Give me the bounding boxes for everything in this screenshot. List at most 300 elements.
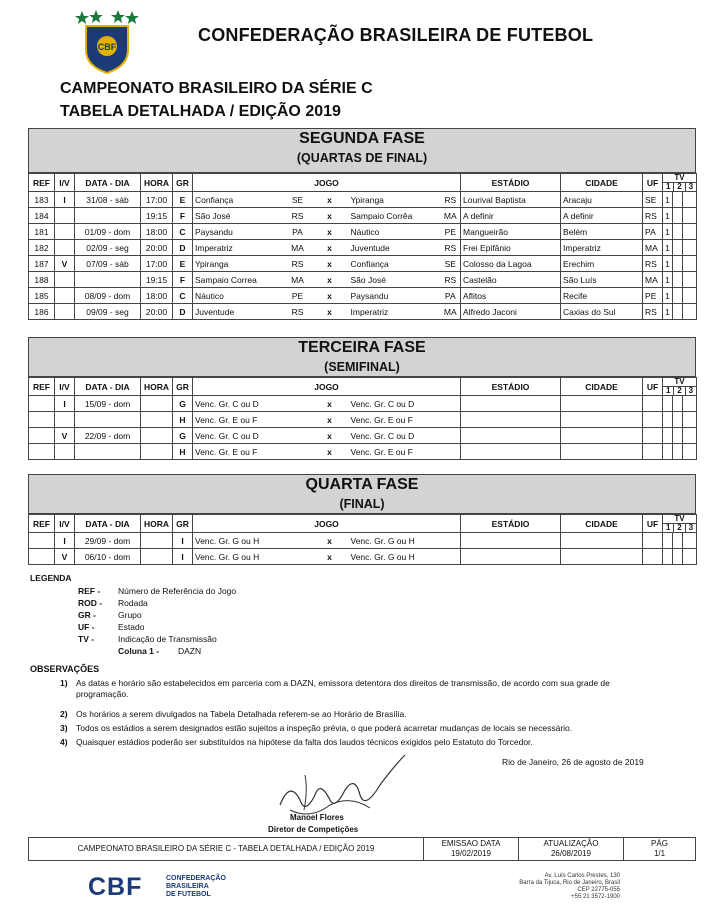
- cell-gr: D: [173, 304, 193, 320]
- cell-tv3: [683, 396, 697, 412]
- observation-number: 2): [60, 709, 68, 719]
- signatory-name: Manoel Flores: [290, 813, 344, 822]
- legend: [30, 573, 72, 583]
- tv-col-2: 2: [674, 524, 685, 532]
- cell-away-team: Venc. Gr. C ou D: [349, 396, 441, 412]
- cell-ref: 186: [29, 304, 55, 320]
- cell-away-uf: PA: [441, 288, 461, 304]
- cell-data: [75, 444, 141, 460]
- legend-key: TV -: [78, 634, 95, 644]
- cell-gr: C: [173, 224, 193, 240]
- cell-home-uf: MA: [285, 272, 311, 288]
- cell-tv1: [663, 428, 673, 444]
- cell-home-team: Venc. Gr. E ou F: [193, 412, 285, 428]
- col-data: DATA - DIA: [75, 378, 141, 396]
- legend-col1-label: Coluna 1 -: [118, 646, 160, 656]
- col-jogo: JOGO: [193, 378, 461, 396]
- col-gr: GR: [173, 515, 193, 533]
- cell-cidade: Erechim: [561, 256, 643, 272]
- cell-tv3: [683, 224, 697, 240]
- cell-cidade: [561, 428, 643, 444]
- cell-ref: 185: [29, 288, 55, 304]
- col-tv: [663, 378, 697, 396]
- cell-versus: x: [311, 224, 349, 240]
- cell-hora: [141, 444, 173, 460]
- col-uf: UF: [643, 515, 663, 533]
- cell-tv1: 1: [663, 192, 673, 208]
- tv-col-1: 1: [663, 387, 674, 395]
- cell-home-uf: [285, 396, 311, 412]
- observations-title: OBSERVAÇÕES: [30, 664, 100, 674]
- cell-tv2: [673, 428, 683, 444]
- cell-estadio: Mangueirão: [461, 224, 561, 240]
- cell-uf: MA: [643, 272, 663, 288]
- phase-title: QUARTA FASE: [305, 476, 419, 493]
- cell-versus: x: [311, 240, 349, 256]
- cell-tv1: [663, 549, 673, 565]
- table-row: [29, 533, 697, 549]
- col-ref: REF: [29, 378, 55, 396]
- cell-home-team: São José: [193, 208, 285, 224]
- cell-away-team: Venc. Gr. E ou F: [349, 444, 441, 460]
- phase-header-quarta: [28, 474, 696, 514]
- cell-uf: MA: [643, 240, 663, 256]
- cell-estadio: Frei Epifânio: [461, 240, 561, 256]
- phase-header-terceira: [28, 337, 696, 377]
- cell-hora: 20:00: [141, 240, 173, 256]
- cell-tv3: [683, 256, 697, 272]
- cell-hora: [141, 549, 173, 565]
- cell-home-team: Imperatriz: [193, 240, 285, 256]
- cell-away-team: Náutico: [349, 224, 441, 240]
- col-hora: HORA: [141, 515, 173, 533]
- col-iv: I/V: [55, 515, 75, 533]
- cell-gr: D: [173, 240, 193, 256]
- cell-tv1: [663, 533, 673, 549]
- svg-text:CBF: CBF: [97, 42, 117, 52]
- phase-title: SEGUNDA FASE: [299, 130, 425, 147]
- cell-tv1: 1: [663, 288, 673, 304]
- cell-estadio: [461, 533, 561, 549]
- cell-hora: [141, 428, 173, 444]
- cell-tv3: [683, 240, 697, 256]
- cell-away-uf: [441, 396, 461, 412]
- cell-uf: [643, 549, 663, 565]
- cell-gr: H: [173, 412, 193, 428]
- cell-tv1: [663, 444, 673, 460]
- cell-hora: 20:00: [141, 304, 173, 320]
- cell-tv1: 1: [663, 208, 673, 224]
- cell-tv3: [683, 412, 697, 428]
- observation-text: Quaisquer estádios poderão ser substituídos na hipótese da falta dos laudos técnicos exigidos pelo Estatuto do Torcedor.: [76, 737, 533, 747]
- cell-home-team: Confiança: [193, 192, 285, 208]
- legend-key: GR -: [78, 610, 96, 620]
- cell-hora: 19:15: [141, 208, 173, 224]
- col-jogo: JOGO: [193, 174, 461, 192]
- cell-away-uf: [441, 412, 461, 428]
- cell-tv2: [673, 288, 683, 304]
- cell-estadio: Aflitos: [461, 288, 561, 304]
- cell-cidade: [561, 549, 643, 565]
- cell-tv3: [683, 549, 697, 565]
- col-ref: REF: [29, 174, 55, 192]
- schedule-table-terceira: [28, 377, 697, 460]
- cell-tv2: [673, 549, 683, 565]
- cell-tv2: [673, 396, 683, 412]
- cell-data: [75, 412, 141, 428]
- col-estadio: ESTÁDIO: [461, 515, 561, 533]
- cell-tv1: [663, 412, 673, 428]
- table-row: [29, 208, 697, 224]
- cell-ref: [29, 549, 55, 565]
- cell-home-uf: RS: [285, 208, 311, 224]
- cell-home-uf: [285, 428, 311, 444]
- phase-subtitle: (QUARTAS DE FINAL): [296, 151, 428, 165]
- cbf-crest-icon: [72, 8, 142, 74]
- cell-home-uf: [285, 444, 311, 460]
- cell-away-team: Ypiranga: [349, 192, 441, 208]
- cell-data: 07/09 - sáb: [75, 256, 141, 272]
- cell-iv: [55, 444, 75, 460]
- cell-tv3: [683, 444, 697, 460]
- cell-data: [75, 208, 141, 224]
- cell-data: 29/09 - dom: [75, 533, 141, 549]
- cell-tv2: [673, 304, 683, 320]
- col-estadio: ESTÁDIO: [461, 174, 561, 192]
- observation-text: As datas e horário são estabelecidos em parceria com a DAZN, emissora detentora dos direitos de transmissão, de acordo com sua grade de programação.: [76, 678, 610, 699]
- table-row: [29, 224, 697, 240]
- cell-uf: [643, 412, 663, 428]
- footer-atualizacao-label: ATUALIZAÇÃO: [543, 839, 599, 848]
- col-hora: HORA: [141, 378, 173, 396]
- footer-pag-value: 1/1: [653, 849, 666, 858]
- cell-gr: E: [173, 192, 193, 208]
- cell-data: 01/09 - dom: [75, 224, 141, 240]
- cell-versus: x: [311, 192, 349, 208]
- cell-tv1: 1: [663, 304, 673, 320]
- document-footer: [28, 837, 696, 861]
- cell-iv: I: [55, 533, 75, 549]
- cell-uf: RS: [643, 256, 663, 272]
- cell-ref: 184: [29, 208, 55, 224]
- cell-iv: I: [55, 192, 75, 208]
- cell-hora: [141, 396, 173, 412]
- phase-subtitle: (FINAL): [339, 497, 385, 511]
- col-iv: I/V: [55, 174, 75, 192]
- cell-away-team: Paysandu: [349, 288, 441, 304]
- cell-tv2: [673, 224, 683, 240]
- cell-estadio: [461, 444, 561, 460]
- cell-home-uf: MA: [285, 240, 311, 256]
- cell-away-team: Venc. Gr. E ou F: [349, 412, 441, 428]
- cell-iv: [55, 224, 75, 240]
- cell-tv3: [683, 288, 697, 304]
- cell-tv2: [673, 412, 683, 428]
- cell-ref: 181: [29, 224, 55, 240]
- cell-home-uf: SE: [285, 192, 311, 208]
- tv-label: TV: [663, 515, 696, 524]
- championship-title: CAMPEONATO BRASILEIRO DA SÉRIE C: [60, 80, 373, 97]
- legend-key: UF -: [78, 622, 95, 632]
- cell-uf: RS: [643, 304, 663, 320]
- cell-uf: SE: [643, 192, 663, 208]
- cell-versus: x: [311, 533, 349, 549]
- cell-uf: [643, 444, 663, 460]
- col-cidade: CIDADE: [561, 515, 643, 533]
- col-gr: GR: [173, 174, 193, 192]
- cell-tv2: [673, 192, 683, 208]
- tv-label: TV: [663, 174, 696, 183]
- cell-away-uf: [441, 428, 461, 444]
- cell-ref: [29, 533, 55, 549]
- cell-versus: x: [311, 256, 349, 272]
- legend-col1-value: DAZN: [178, 646, 202, 656]
- cell-away-uf: RS: [441, 272, 461, 288]
- phase-header-segunda: [28, 128, 696, 173]
- table-row: [29, 428, 697, 444]
- cell-home-uf: PE: [285, 288, 311, 304]
- tv-col-2: 2: [674, 387, 685, 395]
- cell-tv3: [683, 304, 697, 320]
- col-gr: GR: [173, 378, 193, 396]
- cell-tv3: [683, 533, 697, 549]
- cell-tv2: [673, 208, 683, 224]
- phase-title: TERCEIRA FASE: [298, 339, 426, 356]
- cell-estadio: Castelão: [461, 272, 561, 288]
- cell-tv1: 1: [663, 272, 673, 288]
- col-estadio: ESTÁDIO: [461, 378, 561, 396]
- cell-hora: [141, 533, 173, 549]
- cbf-address: Av. Luís Carlos Prestes, 130 Barra da Tijuca, Rio de Janeiro, Brasil CEP 22775-055 +55 21 3572-1900: [519, 873, 620, 900]
- cell-iv: [55, 412, 75, 428]
- cell-tv3: [683, 192, 697, 208]
- legend-key: REF -: [78, 586, 101, 596]
- cell-hora: 18:00: [141, 224, 173, 240]
- schedule-table-quarta: [28, 514, 697, 565]
- cell-away-uf: [441, 533, 461, 549]
- cell-cidade: [561, 533, 643, 549]
- cell-gr: G: [173, 428, 193, 444]
- cell-home-uf: [285, 412, 311, 428]
- cell-data: 22/09 - dom: [75, 428, 141, 444]
- cell-away-uf: SE: [441, 256, 461, 272]
- cell-estadio: Colosso da Lagoa: [461, 256, 561, 272]
- tv-col-2: 2: [674, 183, 685, 191]
- observation-number: 4): [60, 737, 68, 747]
- cell-tv2: [673, 533, 683, 549]
- col-cidade: CIDADE: [561, 378, 643, 396]
- cell-data: 08/09 - dom: [75, 288, 141, 304]
- col-tv: [663, 515, 697, 533]
- cell-away-team: Venc. Gr. G ou H: [349, 533, 441, 549]
- legend-title: LEGENDA: [30, 573, 72, 583]
- cell-away-uf: RS: [441, 240, 461, 256]
- cell-versus: x: [311, 208, 349, 224]
- col-uf: UF: [643, 174, 663, 192]
- cell-away-uf: MA: [441, 304, 461, 320]
- col-jogo: JOGO: [193, 515, 461, 533]
- tv-col-1: 1: [663, 183, 674, 191]
- cell-ref: 188: [29, 272, 55, 288]
- cell-tv2: [673, 240, 683, 256]
- cell-tv3: [683, 428, 697, 444]
- col-tv: [663, 174, 697, 192]
- cell-cidade: Belém: [561, 224, 643, 240]
- cell-uf: [643, 396, 663, 412]
- cell-iv: I: [55, 396, 75, 412]
- legend-value: Número de Referência do Jogo: [118, 586, 237, 596]
- table-row: [29, 256, 697, 272]
- cell-away-uf: [441, 444, 461, 460]
- schedule-table-segunda: [28, 173, 697, 320]
- cell-estadio: Lourival Baptista: [461, 192, 561, 208]
- cell-ref: [29, 412, 55, 428]
- tv-col-3: 3: [688, 182, 694, 191]
- table-row: [29, 549, 697, 565]
- cell-estadio: [461, 412, 561, 428]
- cell-gr: C: [173, 288, 193, 304]
- cell-home-uf: [285, 533, 311, 549]
- cell-cidade: [561, 396, 643, 412]
- cell-tv1: 1: [663, 256, 673, 272]
- tv-label: TV: [663, 378, 696, 387]
- cell-iv: V: [55, 428, 75, 444]
- table-row: [29, 444, 697, 460]
- footer-pag: [624, 838, 696, 861]
- cell-iv: V: [55, 256, 75, 272]
- table-row: [29, 192, 697, 208]
- cell-versus: x: [311, 272, 349, 288]
- observation-text: Todos os estádios a serem designados estão sujeitos a inspeção prévia, o que poderá acarretar mudanças de locais se necessário.: [76, 723, 573, 733]
- tv-col-3: 3: [688, 523, 694, 532]
- observation-number: 3): [60, 723, 68, 733]
- cell-uf: [643, 428, 663, 444]
- cell-home-uf: [285, 549, 311, 565]
- cell-gr: I: [173, 549, 193, 565]
- cell-away-team: Imperatriz: [349, 304, 441, 320]
- table-row: [29, 304, 697, 320]
- cell-home-team: Náutico: [193, 288, 285, 304]
- footer-pag-label: PÁG: [651, 839, 668, 848]
- footer-doc-title: CAMPEONATO BRASILEIRO DA SÉRIE C - TABELA DETALHADA / EDIÇÃO 2019: [29, 838, 424, 861]
- cell-home-uf: PA: [285, 224, 311, 240]
- cbf-name: CONFEDERAÇÃO BRASILEIRA DE FUTEBOL: [166, 875, 226, 898]
- col-data: DATA - DIA: [75, 515, 141, 533]
- cell-away-team: São José: [349, 272, 441, 288]
- cell-data: [75, 272, 141, 288]
- cell-versus: x: [311, 396, 349, 412]
- observation-number: 1): [60, 678, 68, 688]
- org-title: CONFEDERAÇÃO BRASILEIRA DE FUTEBOL: [198, 25, 594, 45]
- issue-date-line: Rio de Janeiro, 26 de agosto de 2019: [502, 757, 644, 767]
- cbf-wordmark: CBF: [88, 873, 143, 901]
- cell-hora: 17:00: [141, 256, 173, 272]
- cell-cidade: A definir: [561, 208, 643, 224]
- cell-away-uf: MA: [441, 208, 461, 224]
- cell-estadio: [461, 396, 561, 412]
- cell-data: 09/09 - seg: [75, 304, 141, 320]
- cell-versus: x: [311, 288, 349, 304]
- signatory-role: Diretor de Competições: [268, 825, 359, 834]
- footer-emissao: [424, 838, 519, 861]
- col-cidade: CIDADE: [561, 174, 643, 192]
- phase-subtitle: (SEMIFINAL): [324, 360, 400, 374]
- cell-away-team: Juventude: [349, 240, 441, 256]
- cell-uf: [643, 533, 663, 549]
- cell-hora: 18:00: [141, 288, 173, 304]
- col-hora: HORA: [141, 174, 173, 192]
- legend-value: Indicação de Transmissão: [118, 634, 217, 644]
- cell-gr: H: [173, 444, 193, 460]
- col-ref: REF: [29, 515, 55, 533]
- cell-hora: [141, 412, 173, 428]
- cell-gr: E: [173, 256, 193, 272]
- cell-home-team: Paysandu: [193, 224, 285, 240]
- table-row: [29, 240, 697, 256]
- cell-versus: x: [311, 304, 349, 320]
- cell-away-uf: PE: [441, 224, 461, 240]
- cell-home-team: Venc. Gr. C ou D: [193, 428, 285, 444]
- col-uf: UF: [643, 378, 663, 396]
- table-row: [29, 396, 697, 412]
- cell-away-uf: [441, 549, 461, 565]
- cell-gr: G: [173, 396, 193, 412]
- cell-data: 06/10 - dom: [75, 549, 141, 565]
- cell-tv1: 1: [663, 240, 673, 256]
- cell-ref: 183: [29, 192, 55, 208]
- footer-emissao-value: 19/02/2019: [450, 849, 492, 858]
- cell-data: 31/08 - sáb: [75, 192, 141, 208]
- cell-hora: 17:00: [141, 192, 173, 208]
- cell-home-team: Sampaio Correa: [193, 272, 285, 288]
- cell-estadio: [461, 428, 561, 444]
- cell-versus: x: [311, 428, 349, 444]
- cell-cidade: [561, 444, 643, 460]
- cell-home-team: Venc. Gr. E ou F: [193, 444, 285, 460]
- cell-estadio: A definir: [461, 208, 561, 224]
- cell-iv: [55, 208, 75, 224]
- footer-emissao-label: EMISSAO DATA: [441, 839, 501, 848]
- cell-data: 02/09 - seg: [75, 240, 141, 256]
- cell-gr: F: [173, 208, 193, 224]
- col-data: DATA - DIA: [75, 174, 141, 192]
- cell-tv2: [673, 272, 683, 288]
- tv-col-3: 3: [688, 386, 694, 395]
- cell-cidade: [561, 412, 643, 428]
- cell-cidade: Aracaju: [561, 192, 643, 208]
- cell-home-team: Juventude: [193, 304, 285, 320]
- table-row: [29, 412, 697, 428]
- cell-iv: V: [55, 549, 75, 565]
- cell-home-team: Ypiranga: [193, 256, 285, 272]
- cell-estadio: Alfredo Jaconi: [461, 304, 561, 320]
- cell-away-team: Venc. Gr. G ou H: [349, 549, 441, 565]
- cell-home-team: Venc. Gr. G ou H: [193, 549, 285, 565]
- table-title: TABELA DETALHADA / EDIÇÃO 2019: [60, 103, 341, 120]
- cell-uf: PA: [643, 224, 663, 240]
- cell-tv2: [673, 444, 683, 460]
- cell-cidade: São Luís: [561, 272, 643, 288]
- cell-tv3: [683, 208, 697, 224]
- cell-cidade: Imperatriz: [561, 240, 643, 256]
- footer-atualizacao-value: 26/08/2019: [550, 849, 592, 858]
- cell-ref: [29, 396, 55, 412]
- cell-tv3: [683, 272, 697, 288]
- cell-ref: [29, 428, 55, 444]
- footer-atualizacao: [519, 838, 624, 861]
- table-row: [29, 272, 697, 288]
- legend-key: ROD -: [78, 598, 103, 608]
